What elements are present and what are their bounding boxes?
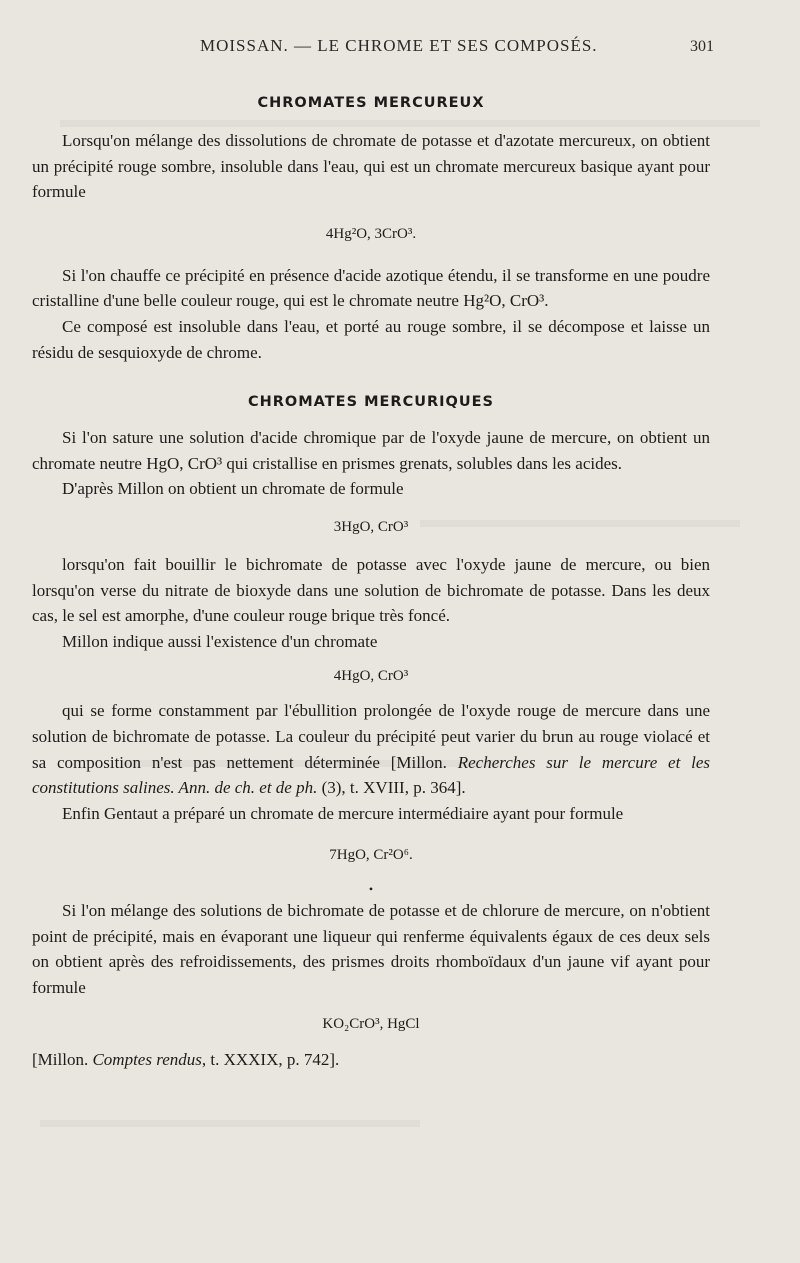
paragraph: Si l'on mélange des solutions de bichromate de potasse et de chlorure de mercure, on n'obtient point de précipité, mais en évaporant une liqueur qui renferme équivalents égaux de ces deux sels on obtient après des refroidissements, des prismes droits rhomboïdaux d'un jaune vif ayant pour formule [32,901,710,998]
paragraph: Si l'on sature une solution d'acide chromique par de l'oxyde jaune de mercure, on obtient un chromate neutre HgO, CrO³ qui cristallise en prismes grenats, solubles dans les acides. [32,428,710,473]
bleed-through-texture [40,1120,420,1127]
citation-tail: (3), t. XVIII, p. 364]. [317,778,466,798]
formula: 7HgO, Cr²O⁶. [329,847,413,864]
formula: KO₂CrO³, HgCl [322,1015,420,1032]
paragraph: Lorsqu'on mélange des dissolutions de chromate de potasse et d'azotate mercureux, on obtient un précipité rouge sombre, insoluble dans l'eau, qui est un chromate mercureux basique ayant pour formule [32,131,710,202]
section-heading-mercureux: CHROMATES MERCUREUX [257,95,485,111]
paragraph: Si l'on chauffe ce précipité en présence d'acide azotique étendu, il se transforme en une poudre cristalline d'une belle couleur rouge, qui est le chromate neutre Hg²O, CrO³. [32,265,710,311]
page-body [32,92,710,1072]
citation-title: Comptes rendus [92,1049,202,1069]
citation-title: Recherches sur le mercure et les constitutions salines. Ann. de ch. et de ph. [32,752,711,798]
paragraph: D'après Millon on obtient un chromate de formule [62,479,404,499]
paragraph: Ce composé est insoluble dans l'eau, et porté au rouge sombre, il se décompose et laisse un résidu de sesquioxyde de chrome. [32,316,710,362]
page-header [0,30,800,60]
formula: 4HgO, CrO³ [333,668,409,685]
citation-line [32,1047,710,1072]
section-heading-mercuriques: CHROMATES MERCURIQUES [247,394,494,411]
citation-open: [Millon. [32,1049,93,1069]
paragraph: Millon indique aussi l'existence d'un chromate [62,631,378,651]
formula: 4Hg²O, 3CrO³. [325,225,417,242]
printer-mark: • [368,882,374,897]
formula: 3HgO, CrO³ [333,518,409,535]
paragraph-with-citation [32,698,710,800]
page-number: 301 [690,38,714,55]
paragraph: Enfin Gentaut a préparé un chromate de mercure intermédiaire ayant pour formule [62,803,624,823]
paragraph-text: qui se forme constamment par l'ébullition prolongée de l'oxyde rouge de mercure dans une solution de bichromate de potasse. La couleur du précipité peut varier du brun au rouge violacé et sa composition n'est pas nettement déterminée [Millon. [32,701,710,772]
paragraph: lorsqu'on fait bouillir le bichromate de potasse avec l'oxyde jaune de mercure, ou bien lorsqu'on verse du nitrate de bioxyde dans une solution de bichromate de potasse. Dans les deux cas, le sel est amorphe, d'une couleur rouge brique très foncé. [32,554,710,626]
running-title: MOISSAN. — LE CHROME ET SES COMPOSÉS. [200,36,598,55]
citation-tail: , t. XXXIX, p. 742]. [201,1049,340,1069]
